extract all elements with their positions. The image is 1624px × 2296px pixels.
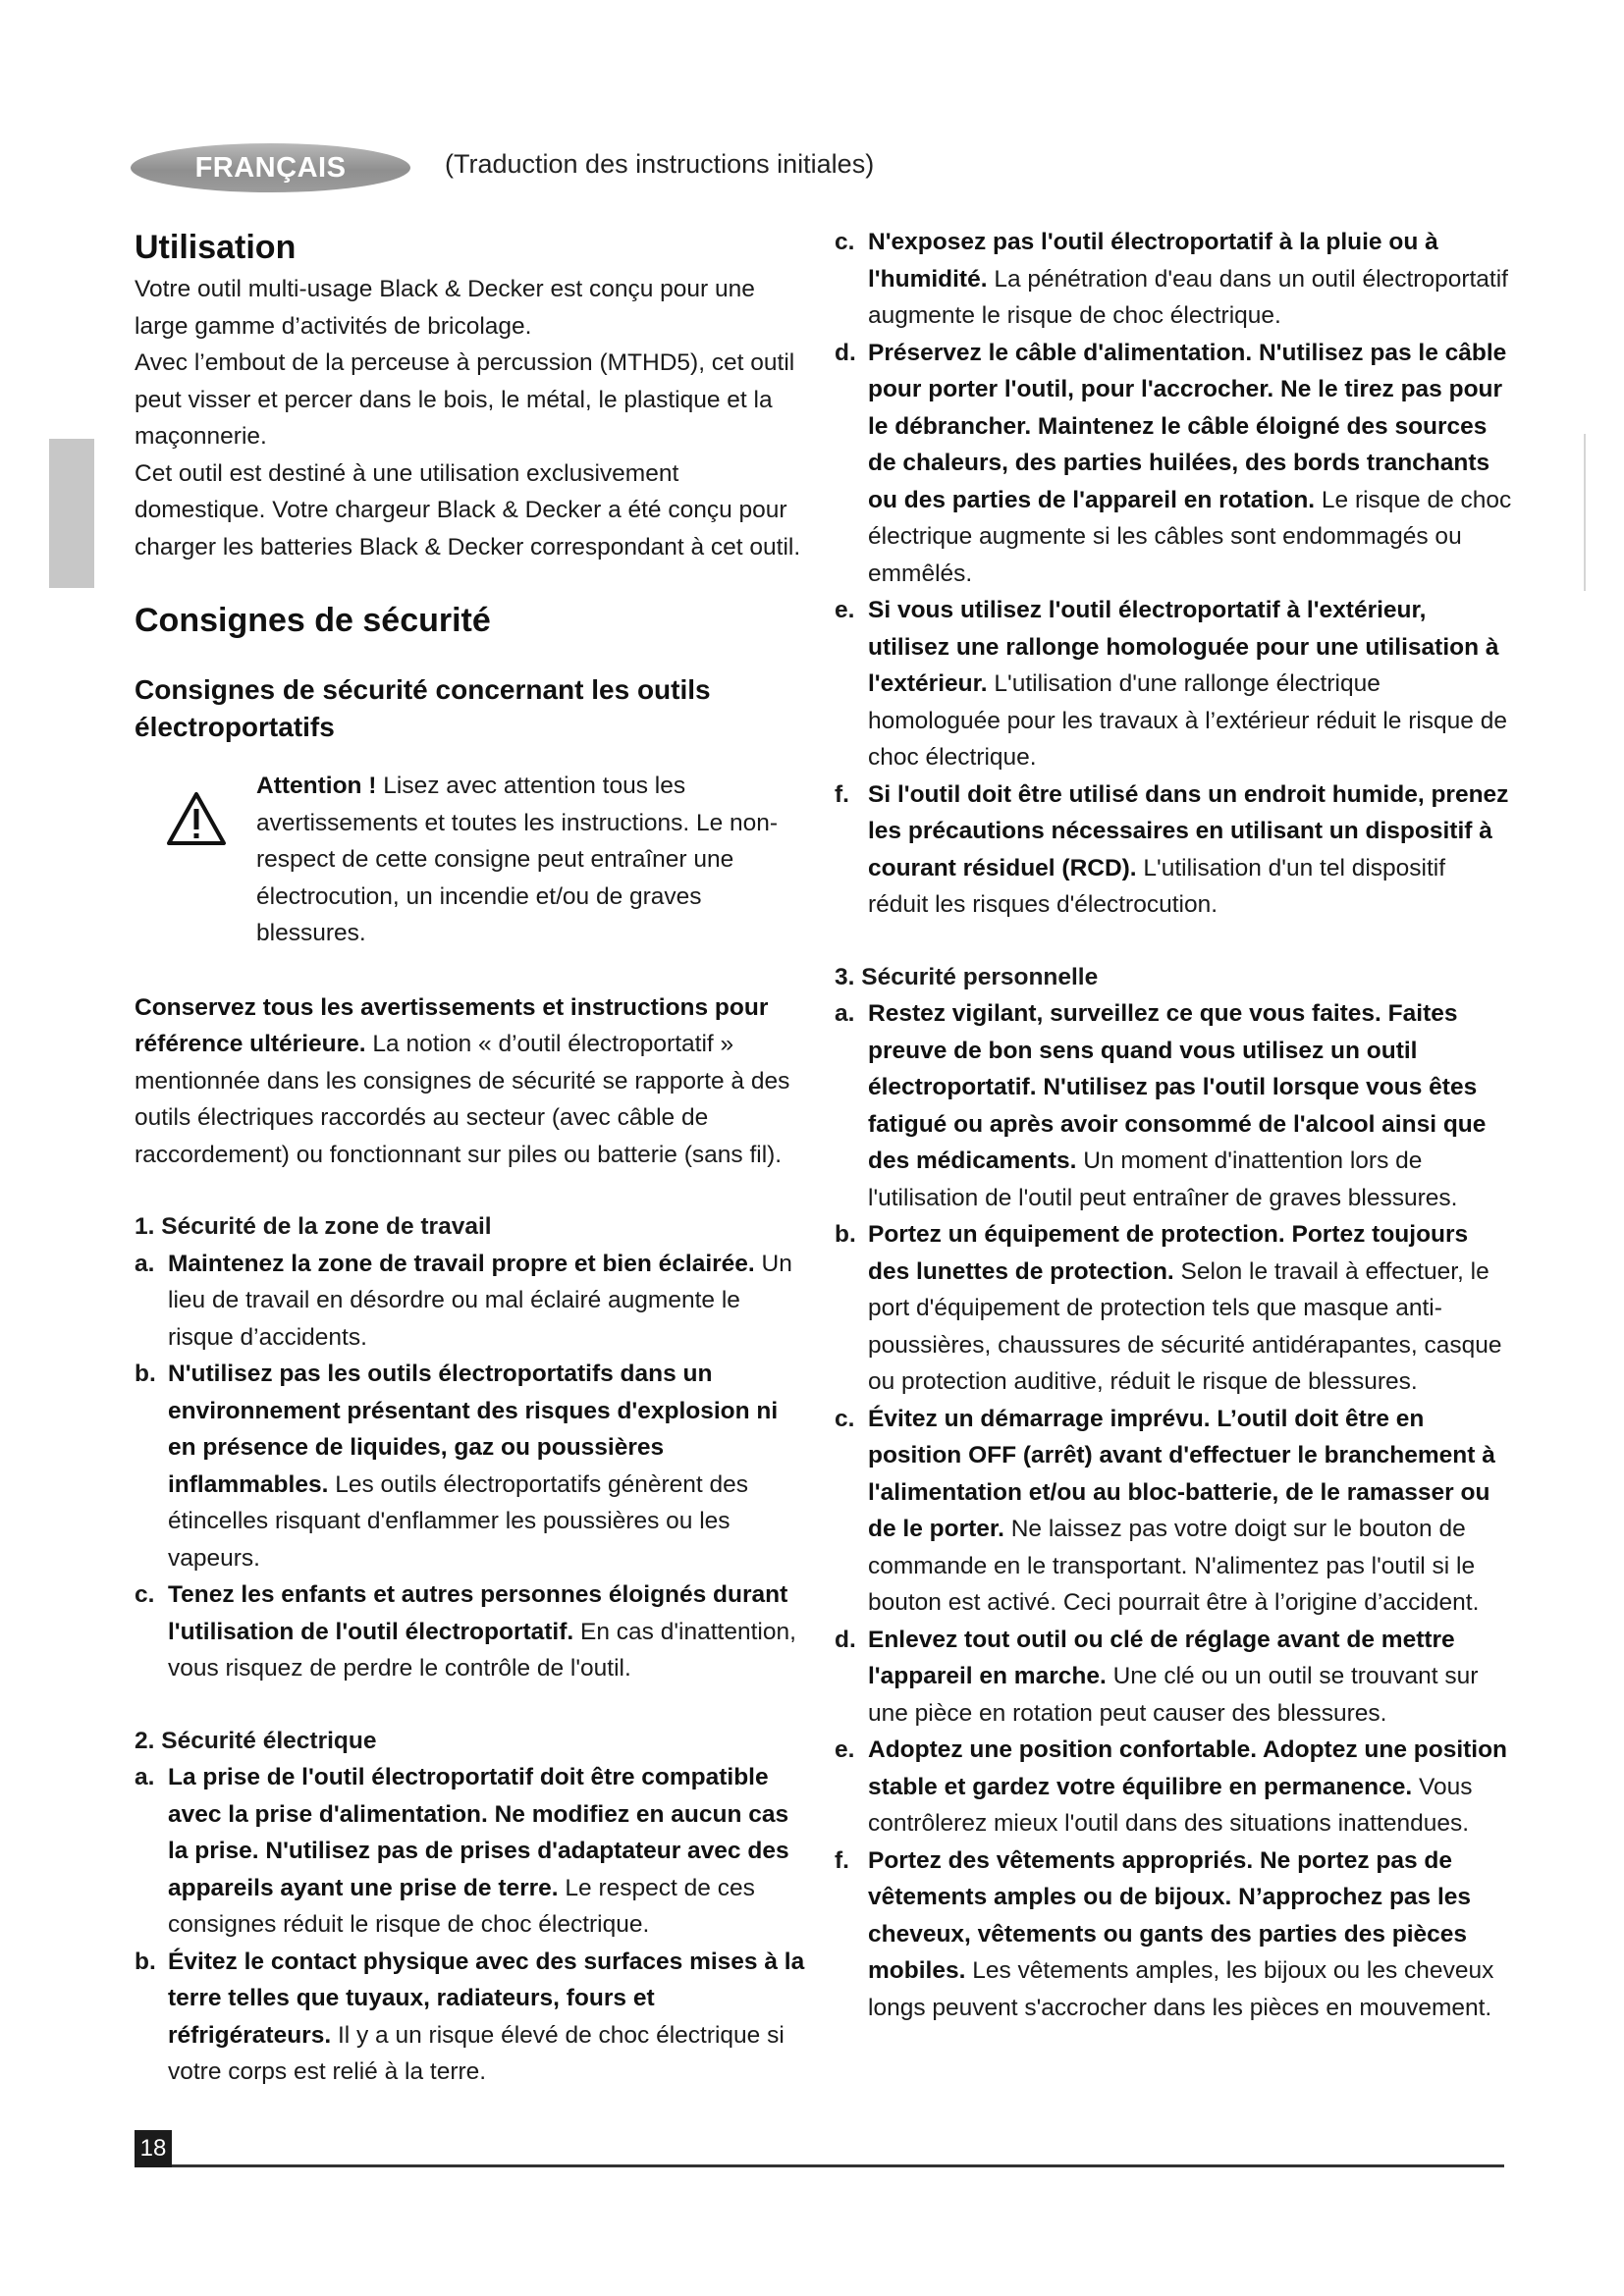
right-column bbox=[835, 224, 1512, 2026]
consignes-title: Consignes de sécurité bbox=[135, 602, 491, 639]
list-item bbox=[835, 1401, 1512, 1622]
item-label: a. bbox=[135, 1250, 155, 1277]
section-side-tab bbox=[49, 439, 94, 588]
item-text bbox=[868, 1732, 1512, 1842]
item-label: e. bbox=[835, 597, 855, 623]
item-text bbox=[868, 1842, 1512, 2027]
item-text bbox=[868, 335, 1512, 593]
list-item bbox=[835, 335, 1512, 593]
item-bold: N'utilisez pas les outils électroportatifs dans un environnement présentant des risques d'explosion ni en présence de liquides, gaz ou poussières inflammables. bbox=[168, 1361, 779, 1498]
item-bold: Préservez le câble d'alimentation. N'utilisez pas le câble pour porter l'outil, pour l'accrocher. Ne le tirez pas pour le débrancher. Maintenez le câble éloigné des sources de chaleurs, des parties huilées, des bords tranchants ou des parties de l'appareil en rotation. bbox=[868, 339, 1507, 513]
keep-bold: Conservez tous les avertissements et instructions pour référence ultérieure. bbox=[135, 993, 769, 1057]
item-text bbox=[168, 1576, 812, 1687]
item-body: Le risque de choc électrique augmente si les câbles sont endommagés ou emmêlés. bbox=[868, 486, 1512, 587]
item-body: Le respect de ces consignes réduit le risque de choc électrique. bbox=[168, 1874, 755, 1938]
list-item bbox=[835, 776, 1512, 924]
item-label: f. bbox=[835, 1846, 849, 1874]
list-item bbox=[835, 1216, 1512, 1401]
utilisation-paragraph: Avec l’embout de la perceuse à percussion (MTHD5), cet outil peut visser et percer dans le bois, le métal, le plastique et la maçonnerie. bbox=[135, 349, 795, 450]
section-3-title: 3. Sécurité personnelle bbox=[835, 963, 1099, 990]
item-bold: Portez des vêtements appropriés. Ne portez pas de vêtements amples ou de bijoux. N’approchez pas les cheveux, vêtements ou gants des parties des pièces mobiles. bbox=[868, 1846, 1472, 1984]
language-badge: FRANÇAIS bbox=[131, 143, 410, 192]
list-item bbox=[835, 995, 1512, 1216]
utilisation-title: Utilisation bbox=[135, 229, 297, 266]
item-label: b. bbox=[135, 1948, 156, 1975]
item-label: c. bbox=[835, 1405, 855, 1432]
section-2-title: 2. Sécurité électrique bbox=[135, 1727, 377, 1754]
item-label: b. bbox=[835, 1221, 856, 1248]
list-item bbox=[835, 592, 1512, 776]
item-bold: Si vous utilisez l'outil électroportatif à l'extérieur, utilisez une rallonge homologuée pour une utilisation à l'extérieur. bbox=[868, 597, 1499, 697]
item-label: e. bbox=[835, 1736, 855, 1763]
item-bold: La prise de l'outil électroportatif doit être compatible avec la prise d'alimentation. Ne modifiez en aucun cas la prise. N'utilisez pas de prises d'adaptateur avec des appareils ayant une prise de terre. bbox=[168, 1764, 789, 1901]
section-1-title: 1. Sécurité de la zone de travail bbox=[135, 1213, 492, 1240]
item-body: Les vêtements amples, les bijoux ou les cheveux longs peuvent s'accrocher dans les pièces en mouvement. bbox=[868, 1957, 1494, 2021]
item-body: La pénétration d'eau dans un outil électroportatif augmente le risque de choc électrique. bbox=[868, 265, 1508, 329]
item-bold: Portez un équipement de protection. Portez toujours des lunettes de protection. bbox=[868, 1221, 1469, 1285]
header-subtitle: (Traduction des instructions initiales) bbox=[445, 149, 875, 179]
item-label: c. bbox=[835, 229, 855, 255]
warning-triangle-icon bbox=[166, 791, 227, 846]
item-text bbox=[868, 1622, 1512, 1733]
item-label: a. bbox=[135, 1764, 155, 1790]
item-bold: Évitez le contact physique avec des surfaces mises à la terre telles que tuyaux, radiateurs, fours et réfrigérateurs. bbox=[168, 1948, 805, 2049]
utilisation-paragraph: Votre outil multi-usage Black & Decker est conçu pour une large gamme d’activités de bricolage. bbox=[135, 276, 755, 340]
item-text bbox=[868, 1216, 1512, 1401]
item-text bbox=[168, 1759, 812, 1944]
item-text bbox=[868, 224, 1512, 335]
list-item bbox=[135, 1356, 812, 1576]
item-body: Un moment d'inattention lors de l'utilisation de l'outil peut entraîner de graves blessures. bbox=[868, 1148, 1458, 1211]
item-label: c. bbox=[135, 1581, 155, 1608]
warning-text bbox=[256, 768, 812, 952]
item-text bbox=[168, 1246, 812, 1357]
list-item bbox=[135, 1944, 812, 2091]
list-item bbox=[135, 1576, 812, 1687]
left-column bbox=[135, 224, 812, 2091]
item-text bbox=[868, 776, 1512, 924]
item-body: Vous contrôlerez mieux l'outil dans des situations inattendues. bbox=[868, 1773, 1473, 1837]
item-label: d. bbox=[835, 339, 856, 366]
item-text bbox=[868, 1401, 1512, 1622]
item-label: d. bbox=[835, 1626, 856, 1653]
item-text bbox=[168, 1944, 812, 2091]
list-item bbox=[835, 1622, 1512, 1733]
utilisation-paragraph: Cet outil est destiné à une utilisation exclusivement domestique. Votre chargeur Black & Decker a été conçu pour charger les batteries Black & Decker correspondant à cet outil. bbox=[135, 459, 801, 561]
warning-block bbox=[135, 768, 812, 952]
item-text bbox=[868, 592, 1512, 776]
item-text bbox=[868, 995, 1512, 1216]
list-item bbox=[135, 1246, 812, 1357]
item-body: Les outils électroportatifs génèrent des étincelles risquant d'enflammer les poussières ou les vapeurs. bbox=[168, 1470, 749, 1572]
keep-body: La notion « d’outil électroportatif » mentionnée dans les consignes de sécurité se rapporte à des outils électriques raccordés au secteur (avec câble de raccordement) ou fonctionnant sur piles ou batterie (sans fil). bbox=[135, 1031, 790, 1168]
list-item bbox=[835, 224, 1512, 335]
warning-label: Attention ! bbox=[256, 773, 377, 799]
item-bold: Tenez les enfants et autres personnes éloignés durant l'utilisation de l'outil électroportatif. bbox=[168, 1581, 788, 1645]
list-item bbox=[835, 1732, 1512, 1842]
item-body: L'utilisation d'une rallonge électrique homologuée pour les travaux à l’extérieur réduit le risque de choc électrique. bbox=[868, 670, 1507, 771]
item-bold: Adoptez une position confortable. Adoptez une position stable et gardez votre équilibre en permanence. bbox=[868, 1736, 1508, 1800]
consignes-subtitle: Consignes de sécurité concernant les outils électroportatifs bbox=[135, 674, 711, 742]
item-label: b. bbox=[135, 1361, 156, 1387]
item-body: Un lieu de travail en désordre ou mal éclairé augmente le risque d’accidents. bbox=[168, 1250, 792, 1351]
item-bold: Enlevez tout outil ou clé de réglage avant de mettre l'appareil en marche. bbox=[868, 1626, 1455, 1689]
item-label: f. bbox=[835, 780, 849, 808]
warning-body: Lisez avec attention tous les avertissements et toutes les instructions. Le non-respect de cette consigne peut entraîner une électrocution, un incendie et/ou de graves blessures. bbox=[256, 773, 779, 946]
item-body: Selon le travail à effectuer, le port d'équipement de protection tels que masque anti-poussières, chaussures de sécurité antidérapantes, casque ou protection auditive, réduit le risque de blessures. bbox=[868, 1257, 1502, 1395]
page-number: 18 bbox=[135, 2130, 172, 2167]
item-body: Une clé ou un outil se trouvant sur une pièce en rotation peut causer des blessures. bbox=[868, 1663, 1479, 1727]
item-body: L'utilisation d'un tel dispositif réduit les risques d'électrocution. bbox=[868, 854, 1446, 918]
item-bold: Si l'outil doit être utilisé dans un endroit humide, prenez les précautions nécessaires en utilisant un dispositif à courant résiduel (RCD). bbox=[868, 780, 1509, 881]
item-label: a. bbox=[835, 1000, 855, 1027]
keep-instructions-paragraph bbox=[135, 989, 812, 1174]
item-body: En cas d'inattention, vous risquez de perdre le contrôle de l'outil. bbox=[168, 1618, 796, 1682]
item-text bbox=[168, 1356, 812, 1576]
item-body: Ne laissez pas votre doigt sur le bouton de commande en le transportant. N'alimentez pas l'outil si le bouton est activé. Ceci pourrait être à l’origine d’accident. bbox=[868, 1516, 1480, 1616]
edge-mark bbox=[1584, 434, 1586, 591]
item-bold: Restez vigilant, surveillez ce que vous faites. Faites preuve de bon sens quand vous utilisez un outil électroportatif. N'utilisez pas l'outil lorsque vous êtes fatigué ou après avoir consommé de l'alcool ainsi que des médicaments. bbox=[868, 1000, 1487, 1174]
item-bold: Maintenez la zone de travail propre et bien éclairée. bbox=[168, 1250, 755, 1277]
item-body: Il y a un risque élevé de choc électrique si votre corps est relié à la terre. bbox=[168, 2021, 785, 2085]
list-item bbox=[135, 1759, 812, 1944]
footer-rule bbox=[135, 2164, 1504, 2167]
item-bold: Évitez un démarrage imprévu. L’outil doit être en position OFF (arrêt) avant d'effectuer le branchement à l'alimentation et/ou au bloc-batterie, de le ramasser ou de le porter. bbox=[868, 1405, 1495, 1542]
item-bold: N'exposez pas l'outil électroportatif à la pluie ou à l'humidité. bbox=[868, 229, 1438, 293]
list-item bbox=[835, 1842, 1512, 2027]
